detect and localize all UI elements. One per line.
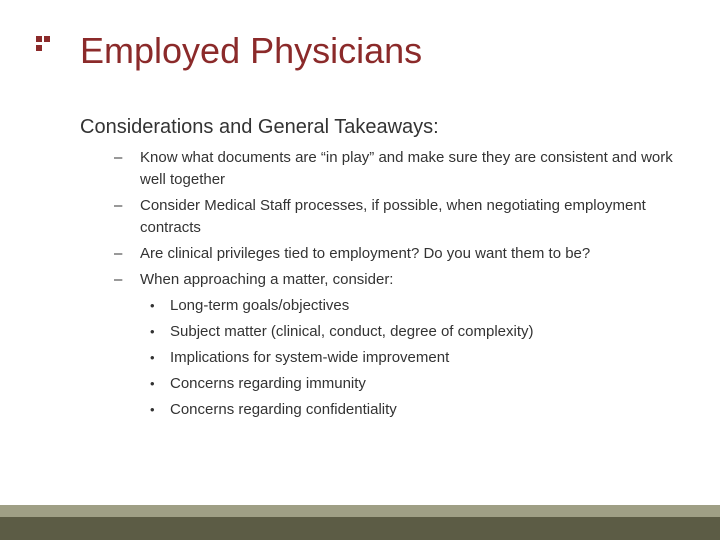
item-text: Consider Medical Staff processes, if possible, when negotiating employment contracts xyxy=(140,197,646,236)
takeaways-list xyxy=(114,147,674,425)
bullet-marker: • xyxy=(150,324,155,339)
sublist-item xyxy=(150,295,674,317)
bullet-marker: • xyxy=(150,402,155,417)
bullet-marker: • xyxy=(150,298,155,313)
sublist-item xyxy=(150,399,674,421)
footer-band-dark xyxy=(0,517,720,540)
sublist-item xyxy=(150,373,674,395)
item-text: Know what documents are “in play” and make sure they are consistent and work well together xyxy=(140,149,673,188)
sublist-item xyxy=(150,321,674,343)
brand-squares-icon xyxy=(36,36,54,52)
bullet-marker: • xyxy=(150,376,155,391)
subitem-text: Concerns regarding confidentiality xyxy=(170,401,397,418)
considerations-sublist xyxy=(140,295,674,421)
footer-band-light xyxy=(0,505,720,517)
sublist-item xyxy=(150,347,674,369)
list-item xyxy=(114,243,674,265)
subitem-text: Concerns regarding immunity xyxy=(170,375,366,392)
dash-marker: – xyxy=(114,197,123,214)
dash-marker: – xyxy=(114,149,123,166)
dash-marker: – xyxy=(114,245,123,262)
slide-subheading: Considerations and General Takeaways: xyxy=(80,116,439,138)
list-item xyxy=(114,195,674,239)
item-text: When approaching a matter, consider: xyxy=(140,271,394,288)
bullet-marker: • xyxy=(150,350,155,365)
dash-marker: – xyxy=(114,271,123,288)
list-item xyxy=(114,147,674,191)
list-item xyxy=(114,269,674,421)
subitem-text: Subject matter (clinical, conduct, degree of complexity) xyxy=(170,323,534,340)
subitem-text: Long-term goals/objectives xyxy=(170,297,350,314)
slide-title: Employed Physicians xyxy=(80,30,423,71)
item-text: Are clinical privileges tied to employment? Do you want them to be? xyxy=(140,245,591,262)
subitem-text: Implications for system-wide improvement xyxy=(170,349,450,366)
